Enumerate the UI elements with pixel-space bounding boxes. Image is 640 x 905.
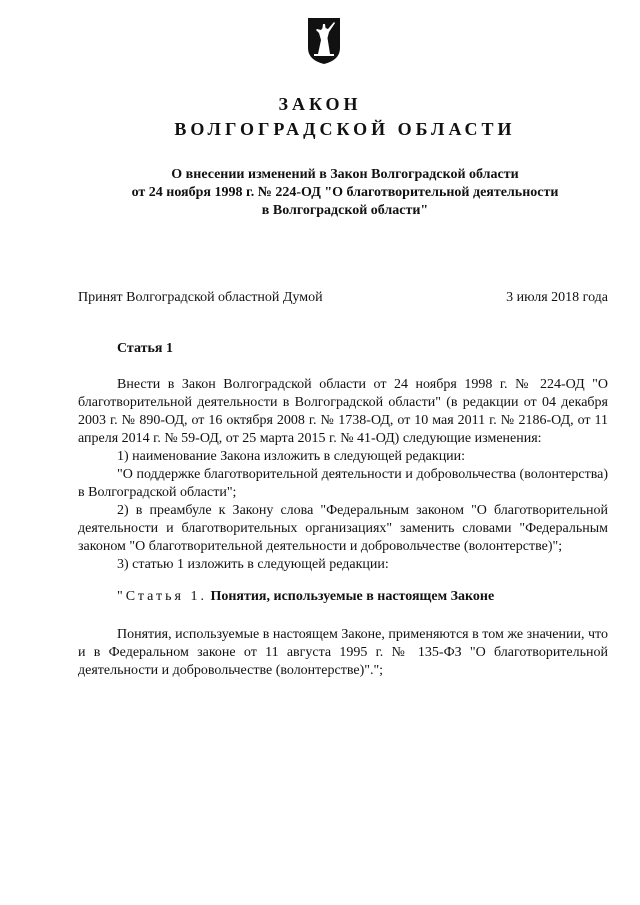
adoption-line <box>78 289 608 307</box>
subject-line: О внесении изменений в Закон Волгоградской области <box>171 167 519 182</box>
amendment-item-3: 3) статью 1 изложить в следующей редакции: <box>117 557 389 572</box>
adoption-text: Принят Волгоградской областной Думой <box>78 290 323 305</box>
subject-line: в Волгоградской области" <box>261 203 429 218</box>
amendment-item-1-quote: "О поддержке благотворительной деятельности и добровольчества (волонтерства) в Волгоградской области"; <box>78 467 608 500</box>
amendment-item-1: 1) наименование Закона изложить в следующей редакции: <box>117 449 466 464</box>
coat-of-arms-icon <box>306 16 342 66</box>
law-subject <box>90 166 600 220</box>
article-body <box>78 376 608 680</box>
new-article-heading <box>78 588 608 606</box>
new-article-label: "Статья 1. <box>117 589 207 604</box>
new-article-text: Понятия, используемые в настоящем Законе, применяются в том же значении, что и в Федеральном законе от 11 августа 1995 г. № 135-ФЗ "О благотворительной деятельности и добровольчестве (волонтерстве)"."; <box>78 627 608 678</box>
amendment-item-2: 2) в преамбуле к Закону слова "Федеральным законом "О благотворительной деятельности и благотворительных организациях" заменить словами "Федеральным законом "О благотворительной деятельности и добровольчестве (волонтерстве)"; <box>78 503 608 554</box>
law-region: ВОЛГОГРАДСКОЙ ОБЛАСТИ <box>174 119 516 139</box>
adoption-date: 3 июля 2018 года <box>506 290 608 305</box>
article-heading: Статья 1 <box>117 341 173 356</box>
law-title: ЗАКОН <box>278 94 362 114</box>
article-intro: Внести в Закон Волгоградской области от 24 ноября 1998 г. № 224-ОД "О благотворительной деятельности в Волгоградской области" (в редакции от 04 декабря 2003 г. № 890-ОД, от 16 октября 2008 г. № 1738-ОД, от 10 мая 2011 г. № 2186-ОД, от 11 апреля 2014 г. № 59-ОД, от 25 марта 2015 г. № 41-ОД) следующие изменения: <box>78 377 608 446</box>
new-article-title: Понятия, используемые в настоящем Законе <box>210 589 495 604</box>
subject-line: от 24 ноября 1998 г. № 224-ОД "О благотворительной деятельности <box>131 185 559 200</box>
